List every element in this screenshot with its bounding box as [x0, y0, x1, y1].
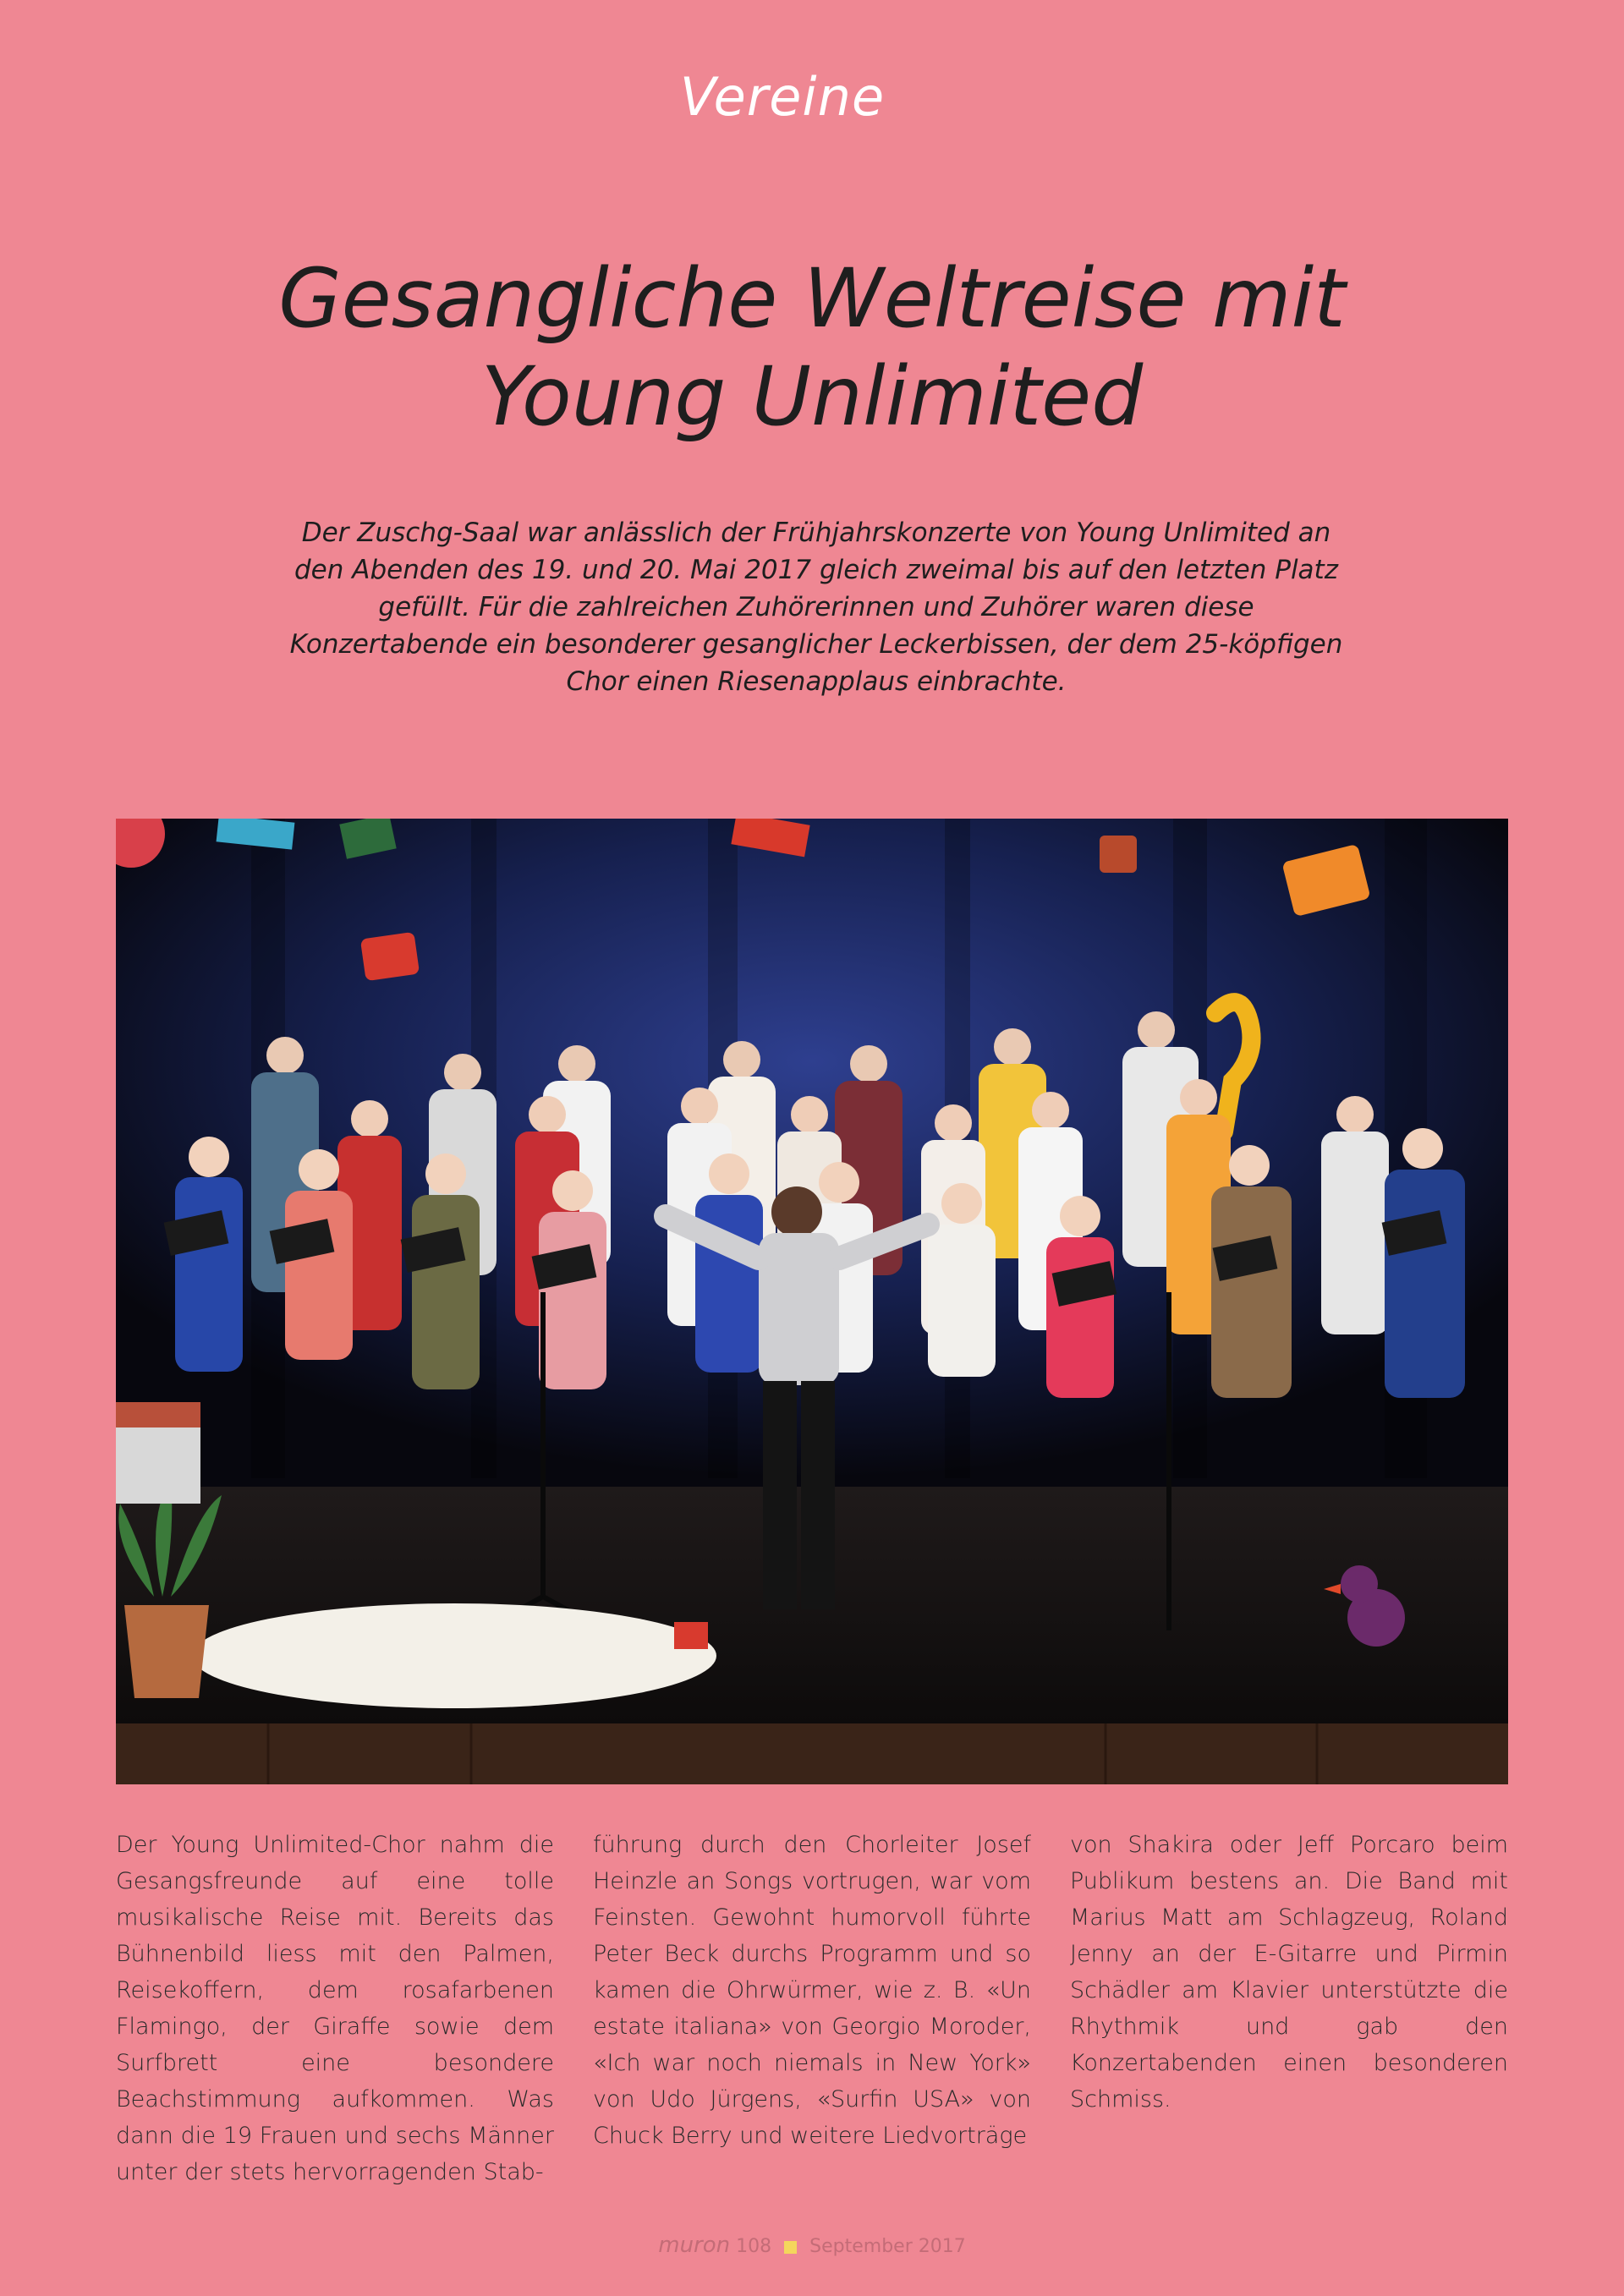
footer-square-icon	[784, 2241, 797, 2254]
lead-paragraph: Der Zuschg-Saal war anlässlich der Frühjahrskonzerte von Young Unlimited an den Abenden des 19. und 20. Mai 2017 gleich zweimal bis auf den letzten Platz gefüllt. Für die zahlreichen Zuhörerinnen und Zuhörer waren diese Konzertabende ein besonderer gesanglicher Leckerbissen, der dem 25-köpfigen Chor einen Riesenapplaus einbrachte.	[289, 518, 1343, 697]
body-column-3: von Shakira oder Jeff Porcaro beim Publikum bestens an. Die Band mit Marius Matt am Schlagzeug, Roland Jenny an der E-Gitarre und Pirmin Schädler am Klavier unterstützte die Rhythmik und gab den Konzertabenden einen besonderen Schmiss.	[1070, 1832, 1508, 2112]
body-columns	[116, 1827, 1508, 2190]
headline	[220, 249, 1404, 446]
choir-photo	[116, 819, 1508, 1784]
body-column-1: Der Young Unlimited-Chor nahm die Gesangsfreunde auf eine tolle musikalische Reise mit. Bereits das Bühnenbild liess mit den Palmen, Reisekoffern, dem rosafarbenen Flamingo, der Giraffe sowie dem Surfbrett eine besondere Beachstimmung aufkommen. Was dann die 19 Frauen und sechs Männer unter der stets hervorragenden Stab-	[116, 1832, 554, 2185]
footer-date: September 2017	[809, 2236, 966, 2257]
page-footer	[0, 2233, 1624, 2258]
footer-magazine: muron	[658, 2233, 731, 2258]
section-label: Vereine	[679, 66, 886, 128]
body-column-2: führung durch den Chorleiter Josef Heinzle an Songs vortrugen, war vom Feinsten. Gewohnt humorvoll führte Peter Beck durchs Programm und so kamen die Ohrwürmer, wie z. B. «Un estate italiana» von Georgio Moroder, «Ich war noch niemals in New York» von Udo Jürgens, «Surfin USA» von Chuck Berry und weitere Liedvorträge	[593, 1832, 1031, 2149]
footer-issue: 108	[736, 2236, 772, 2257]
headline-line-2: Young Unlimited	[480, 349, 1144, 444]
headline-line-1: Gesangliche Weltreise mit	[278, 251, 1346, 346]
